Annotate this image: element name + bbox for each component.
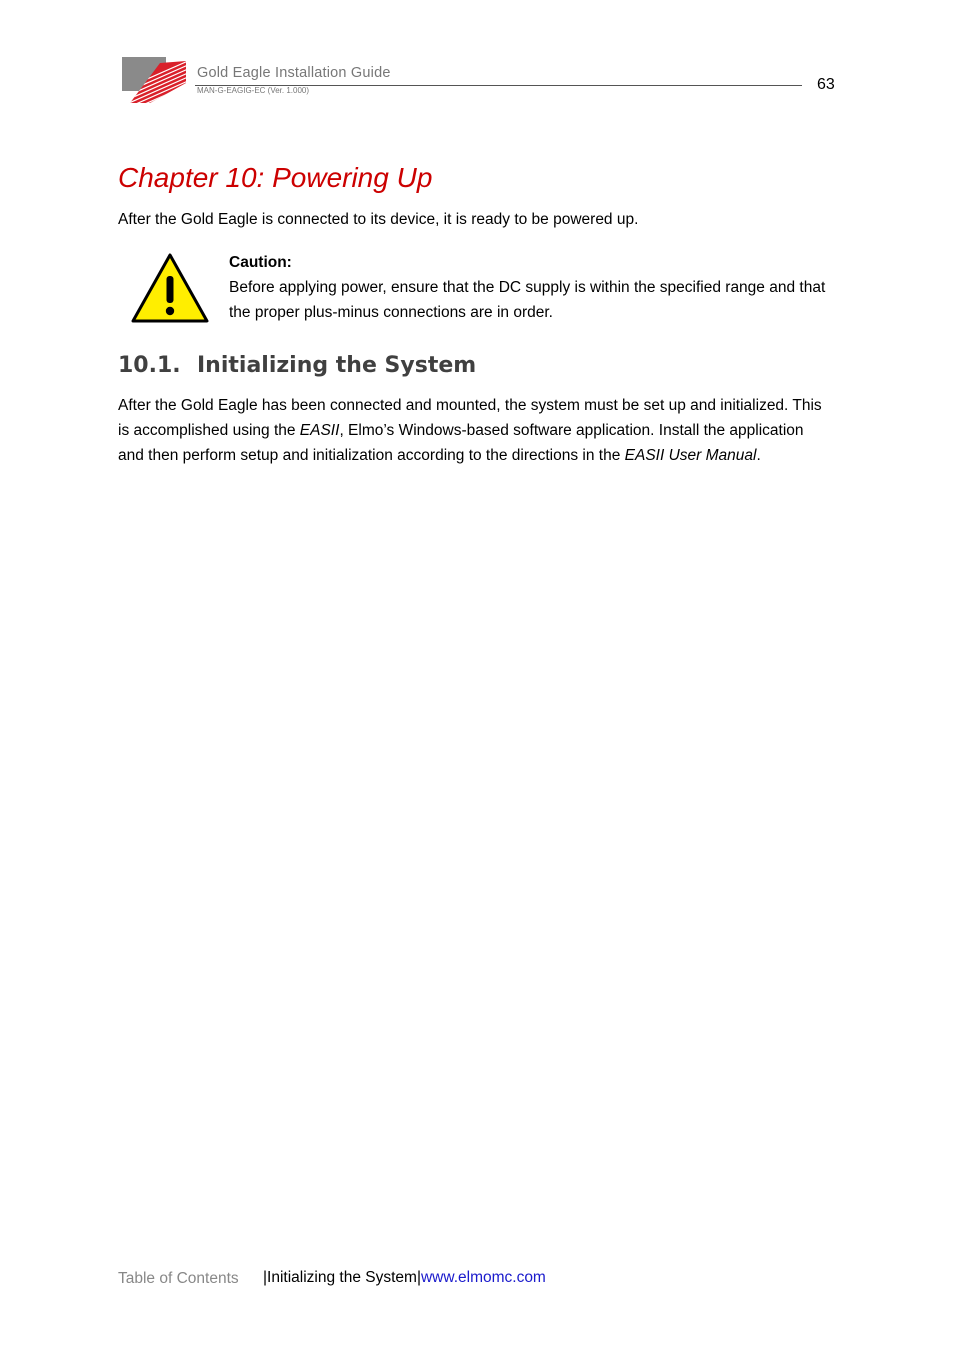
warning-triangle-icon: [130, 252, 210, 324]
paragraph-text: , Elmo’s Windows-based software application. Install the application and then perform setup and initialization according to the directions in the: [118, 422, 804, 464]
footer-toc-link[interactable]: Table of Contents: [118, 1270, 239, 1287]
footer-separator: |: [263, 1269, 268, 1286]
document-title: Gold Eagle Installation Guide: [197, 65, 391, 81]
software-name: EASII: [299, 422, 340, 439]
section-number: 10.1.: [118, 353, 181, 378]
manual-name: EASII User Manual: [624, 447, 757, 464]
page-number: 63: [817, 76, 835, 93]
footer-separator: |: [416, 1269, 421, 1286]
paragraph-text: .: [756, 447, 761, 464]
footer-section-name: Initializing the System: [267, 1269, 417, 1286]
document-code: MAN-G-EAGIG-EC (Ver. 1.000): [197, 86, 310, 95]
caution-label: Caution:: [229, 254, 292, 271]
caution-text: Before applying power, ensure that the DC supply is within the specified range and that the proper plus-minus connections are in order.: [229, 279, 826, 321]
chapter-title: Chapter 10: Powering Up: [118, 162, 433, 193]
footer-section: [263, 1269, 546, 1287]
section-title: Initializing the System: [197, 353, 477, 378]
section-paragraph: [118, 393, 828, 468]
paragraph-text: After the Gold Eagle has been connected and mounted, the system must be set up and initialized. This is accomplished using the: [118, 397, 822, 439]
elmo-logo-icon: [120, 55, 188, 105]
chapter-intro: After the Gold Eagle is connected to its device, it is ready to be powered up.: [118, 211, 639, 228]
website-link[interactable]: www.elmomc.com: [420, 1269, 546, 1286]
